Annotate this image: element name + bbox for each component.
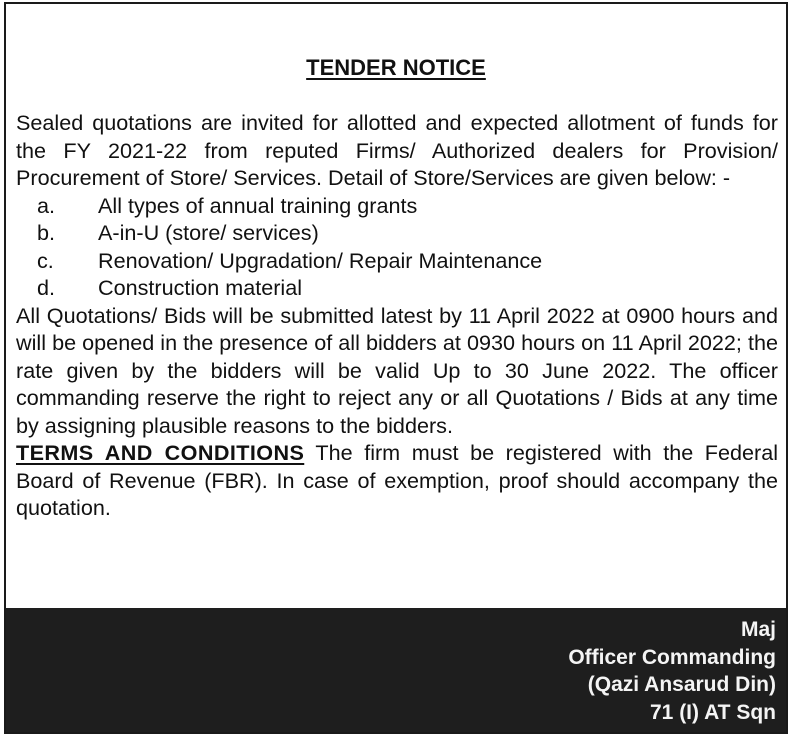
- item-letter: c.: [37, 247, 54, 273]
- item-text: All types of annual training grants: [98, 192, 418, 218]
- signature-block: [6, 608, 786, 732]
- list-item: [16, 192, 778, 220]
- notice-title-text: TENDER NOTICE: [306, 55, 486, 80]
- item-text: A-in-U (store/ services): [98, 220, 319, 245]
- item-text: Renovation/ Upgradation/ Repair Maintenance: [98, 247, 543, 273]
- submission-paragraph: All Quotations/ Bids will be submitted latest by 11 April 2022 at 0900 hours and will be opened in the presence of all bidders at 0930 hours on 11 April 2022; the rate given by the bidders will be valid Up to 30 June 2022. The officer commanding reserve the right to reject any or all Quotations / Bids at any time by assigning plausible reasons to the bidders.: [16, 302, 778, 438]
- terms-paragraph: [16, 439, 778, 522]
- items-list: [16, 192, 778, 302]
- tender-notice: [4, 2, 788, 734]
- terms-heading: TERMS AND CONDITIONS: [16, 440, 305, 465]
- item-letter: d.: [37, 275, 56, 300]
- signature-designation: Officer Commanding: [568, 645, 776, 669]
- signature-name: (Qazi Ansarud Din): [587, 673, 776, 696]
- list-item: [16, 219, 778, 247]
- intro-paragraph: Sealed quotations are invited for allotted and expected allotment of funds for the FY 2021-22 from reputed Firms/ Authorized dealers for Provision/ Procurement of Store/ Services. Detail of Store/Services are given below: -: [16, 110, 778, 190]
- signature: [568, 616, 776, 726]
- item-letter: a.: [37, 192, 56, 218]
- notice-body: [16, 52, 778, 522]
- signature-rank: Maj: [740, 618, 776, 641]
- list-item: [16, 274, 778, 302]
- signature-unit: 71 (I) AT Sqn: [650, 700, 776, 724]
- list-item: [16, 247, 778, 275]
- terms-text: The firm must be registered with the Federal Board of Revenue (FBR). In case of exemption, proof should accompany the quotation.: [16, 440, 778, 520]
- item-letter: b.: [37, 220, 56, 245]
- item-text: Construction material: [98, 275, 303, 300]
